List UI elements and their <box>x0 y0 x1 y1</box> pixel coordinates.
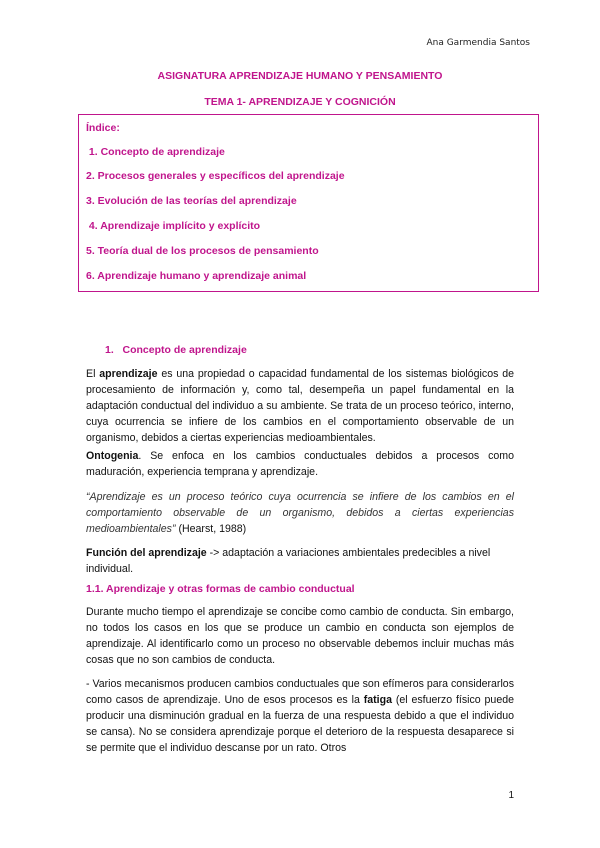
section-1-1-heading: 1.1. Aprendizaje y otras formas de cambio conductual <box>86 583 355 595</box>
page-number: 1 <box>508 790 514 801</box>
section-1-paragraph-2: Ontogenia. Se enfoca en los cambios conductuales debidos a procesos como maduración, experiencia temprana y aprendizaje. <box>86 450 514 478</box>
hearst-quote: “Aprendizaje es un proceso teórico cuya ocurrencia se infiere de los cambios en el comportamiento observable de un organismo, debidos a ciertas experiencias medioambientales” (Hearst, 1988) <box>86 491 514 535</box>
section-1-1-paragraph-1: Durante mucho tiempo el aprendizaje se concibe como cambio de conducta. Sin embargo, no todos los casos en los que se produce un cambio en conducta son ejemplos de aprendizaje. Al identificarlo como un proceso no observable debemos incluir muchas más cosas que no son cambios de conducta. <box>86 606 514 666</box>
section-1-1-paragraph-2: - Varios mecanismos producen cambios conductuales que son efímeros para considerarlos como casos de aprendizaje. Uno de esos procesos es la fatiga (el esfuerzo físico puede producir una disminución gradual en la fuerza de una respuesta debido a que el individuo se cansa). No se considera aprendizaje porque el deterioro de la respuesta desaparece si se permite que el individuo descanse por un rato. Otros <box>86 678 514 754</box>
index-item-2[interactable]: 2. Procesos generales y específicos del aprendizaje <box>86 170 345 182</box>
subject-title: ASIGNATURA APRENDIZAJE HUMANO Y PENSAMIENTO <box>157 70 443 82</box>
author-name: Ana Garmendia Santos <box>426 38 530 48</box>
index-item-3[interactable]: 3. Evolución de las teorías del aprendizaje <box>86 195 297 207</box>
topic-title: TEMA 1- APRENDIZAJE Y COGNICIÓN <box>204 96 396 108</box>
index-item-4[interactable]: 4. Aprendizaje implícito y explícito <box>86 220 261 232</box>
index-heading: Índice: <box>86 122 120 134</box>
section-1-heading: 1. Concepto de aprendizaje <box>105 344 247 356</box>
index-item-1[interactable]: 1. Concepto de aprendizaje <box>86 146 225 158</box>
section-1-paragraph-3: Función del aprendizaje -> adaptación a variaciones ambientales predecibles a nivel individual. <box>86 547 491 575</box>
index-item-6[interactable]: 6. Aprendizaje humano y aprendizaje animal <box>86 270 307 282</box>
section-1-paragraph-1: El aprendizaje es una propiedad o capacidad fundamental de los sistemas biológicos de procesamiento de información y, como tal, desempeña un papel fundamental en la adaptación conductual del individuo a su ambiente. Se trata de un proceso teórico, interno, cuya ocurrencia se infiere de los cambios en el comportamiento observable de un organismo, debidos a ciertas experiencias medioambientales. <box>86 368 514 444</box>
index-item-5[interactable]: 5. Teoría dual de los procesos de pensamiento <box>86 245 319 257</box>
